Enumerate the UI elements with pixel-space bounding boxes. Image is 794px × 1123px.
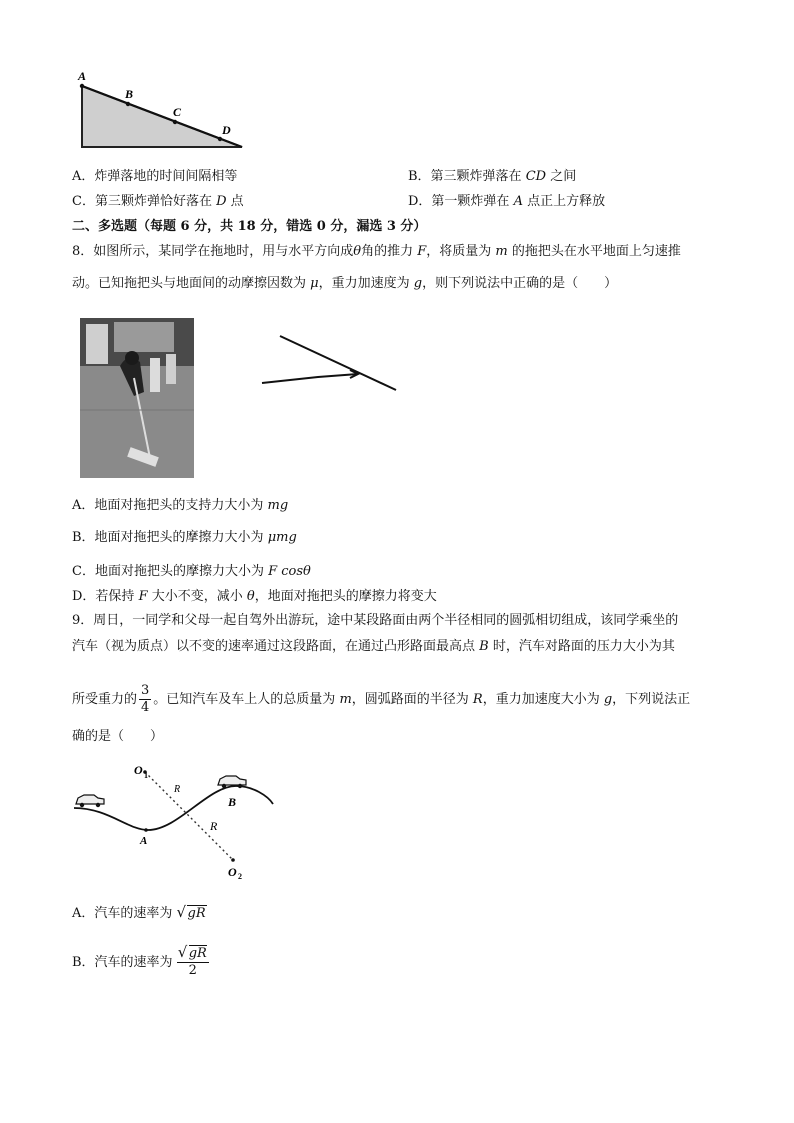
q9-fraction-num: 3: [141, 683, 150, 698]
q8-stem-text: 的拖把头在水平地面上匀速推: [507, 244, 681, 259]
q9-option-a-sqrt: [177, 905, 207, 923]
q9-stem-line1: 9．周日，一同学和父母一起自驾外出游玩，途中某段路面由两个半径相同的圆弧相切组成，该同学乘坐的: [72, 613, 679, 628]
label-a: A: [140, 835, 148, 847]
q8-stem-text: ，则下列说法中正确的是（ ）: [422, 276, 618, 291]
q8-mopping-photo: [80, 318, 194, 478]
label-b: B: [228, 795, 237, 809]
q7-option-d-text2: 点正上方释放: [522, 194, 606, 209]
q8-option-a: [72, 497, 288, 515]
point-D-label: D: [222, 123, 231, 137]
sqrt-sign-icon: √: [177, 943, 188, 961]
q7-option-b-text2: 之间: [546, 169, 577, 184]
q8-option-c-text: C．地面对拖把头的摩擦力大小为: [72, 564, 269, 579]
q7-option-d-text: D．第一颗炸弹在: [408, 194, 514, 209]
q8-option-a-text: A．地面对拖把头的支持力大小为: [72, 498, 268, 513]
q8-stem-line2: [72, 275, 617, 293]
label-r-upper: R: [174, 784, 181, 795]
q9-radius-r: R: [472, 692, 483, 707]
label-o2-sub: 2: [238, 872, 242, 881]
point-A-label: A: [78, 69, 87, 83]
q9-stem-text: 。已知汽车及车上人的总质量为: [153, 692, 340, 707]
label-r-lower: R: [210, 819, 218, 833]
q8-option-b-var: μmg: [267, 530, 297, 545]
q8-option-d-f: F: [138, 589, 148, 604]
q9-stem-text: ，下列说法正: [612, 692, 691, 707]
label-o1-sub: 1: [144, 771, 148, 780]
q8-force-sketch: [258, 330, 403, 396]
sqrt-sign-icon: √: [176, 903, 187, 921]
q9-option-b-denominator: 2: [188, 963, 197, 978]
q9-stem-line4: 确的是（ ）: [72, 729, 164, 744]
q8-option-a-var: mg: [267, 498, 289, 513]
q8-stem-line1: [72, 243, 681, 261]
q8-option-d: [72, 588, 437, 606]
q8-stem-text: ，将质量为: [426, 244, 496, 259]
q7-option-b: [408, 168, 576, 186]
q7-option-b-text: B．第三颗炸弹落在: [408, 169, 526, 184]
q9-option-b-fraction: [177, 943, 209, 979]
car-icon: [76, 795, 104, 807]
q7-option-d: [408, 193, 605, 211]
q9-fraction-den: 4: [141, 700, 150, 715]
q9-option-b: [72, 943, 209, 979]
q7-option-c: [72, 193, 244, 211]
q9-point-b: B: [479, 639, 489, 654]
q9-stem-line3: [72, 683, 690, 716]
q8-stem-text: ，重力加速度为: [318, 276, 414, 291]
q8-stem-text: 角的推力: [361, 244, 418, 259]
q8-mass-m: m: [495, 244, 508, 259]
q9-mass-m: m: [339, 692, 352, 707]
label-o2: O: [228, 865, 237, 879]
point-B-label: B: [125, 87, 134, 101]
q9-option-b-numerator: [177, 943, 209, 963]
q9-stem-text: ，圆弧路面的半径为: [351, 692, 473, 707]
q7-option-c-text2: 点: [226, 194, 244, 209]
q9-option-b-radicand: gR: [188, 946, 207, 961]
q8-stem-text: 动。已知拖把头与地面间的动摩擦因数为: [72, 276, 311, 291]
q8-option-d-text3: ，地面对拖把头的摩擦力将变大: [254, 589, 437, 604]
q8-option-b: [72, 529, 297, 547]
q7-option-a: A．炸弹落地的时间间隔相等: [72, 169, 238, 184]
q9-option-b-text: B．汽车的速率为: [72, 955, 177, 970]
section-2-heading: 二、多选题（每题 6 分，共 18 分，错选 0 分，漏选 3 分）: [72, 219, 427, 234]
q8-option-b-text: B．地面对拖把头的摩擦力大小为: [72, 530, 268, 545]
q9-option-a-text: A．汽车的速率为: [72, 906, 177, 921]
q9-stem-text: 时，汽车对路面的压力大小为其: [488, 639, 675, 654]
q7-incline-figure: [70, 66, 255, 156]
q8-option-c: [72, 563, 311, 581]
q9-option-a: [72, 905, 207, 923]
q7-option-b-var: CD: [525, 169, 547, 184]
q8-option-d-theta: θ: [246, 589, 255, 604]
q9-stem-line2: [72, 638, 675, 656]
q8-option-c-var: F cosθ: [268, 564, 311, 579]
q9-stem-text: ，重力加速度大小为: [482, 692, 604, 707]
q9-option-a-radicand: gR: [187, 906, 206, 921]
q9-stem-text: 所受重力的: [72, 692, 138, 707]
q8-force-f: F: [417, 244, 427, 259]
q8-mu: μ: [310, 276, 319, 291]
point-C-label: C: [173, 105, 182, 119]
label-o1: O: [134, 763, 143, 777]
q8-theta: θ: [353, 244, 362, 259]
q7-option-d-var: A: [513, 194, 523, 209]
q9-g: g: [603, 692, 613, 707]
q8-g: g: [413, 276, 423, 291]
q8-stem-text: 8．如图所示，某同学在拖地时，用与水平方向成: [72, 244, 354, 259]
q8-option-d-text: D．若保持: [72, 589, 139, 604]
q8-option-d-text2: 大小不变，减小: [147, 589, 247, 604]
q7-option-c-var: D: [216, 194, 227, 209]
q9-fraction: [139, 683, 151, 716]
q9-road-figure: [68, 758, 278, 883]
q9-stem-text: 汽车（视为质点）以不变的速率通过这段路面，在通过凸形路面最高点: [72, 639, 480, 654]
q7-option-c-text: C．第三颗炸弹恰好落在: [72, 194, 217, 209]
